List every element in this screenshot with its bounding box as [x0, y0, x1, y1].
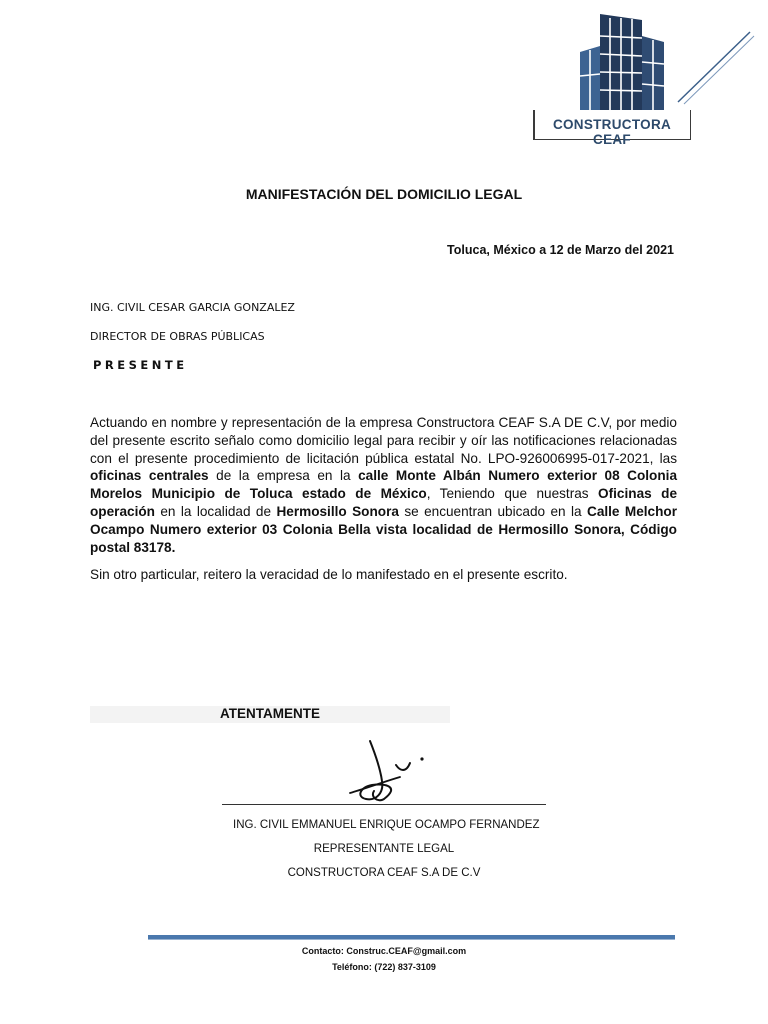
footer-contact: Contacto: Construc.CEAF@gmail.com [301, 946, 467, 956]
logo-company-name: CONSTRUCTORA CEAF [552, 117, 672, 147]
body-bold-text: oficinas centrales [90, 468, 209, 484]
signer-company: CONSTRUCTORA CEAF S.A DE C.V [287, 867, 481, 879]
building-icon [560, 6, 756, 110]
body-bold-text: calle Monte Albán Numero exterior 08 Colonia Morelos Municipio de Toluca estado de México [90, 468, 678, 502]
body-text: , Teniendo que nuestras [426, 486, 599, 502]
document-title: MANIFESTACIÓN DEL DOMICILIO LEGAL [245, 186, 523, 202]
closing-paragraph: Sin otro particular, reitero la veracidad de lo manifestado en el presente escrito. [90, 567, 568, 582]
handwritten-signature [340, 737, 430, 807]
body-bold-text: Calle Melchor Ocampo Numero exterior 03 Colonia Bella vista localidad de Hermosillo Sonora, Código postal 83178. [90, 503, 678, 555]
body-bold-text: Hermosillo Sonora [276, 503, 399, 519]
body-bold-text: Oficinas de operación [90, 486, 678, 519]
footer-phone: Teléfono: (722) 837-3109 [332, 962, 436, 972]
signer-role: REPRESENTANTE LEGAL [313, 843, 455, 855]
body-text: se encuentran ubicado en la [398, 503, 587, 519]
place-date: Toluca, México a 12 de Marzo del 2021 [447, 243, 674, 257]
recipient-title: DIRECTOR DE OBRAS PÚBLICAS [90, 330, 265, 343]
signature-line [222, 804, 546, 805]
body-text: en la localidad de [154, 503, 277, 519]
signer-name: ING. CIVIL EMMANUEL ENRIQUE OCAMPO FERNANDEZ [233, 819, 540, 831]
atentamente-label: ATENTAMENTE [220, 706, 320, 721]
footer-divider [148, 935, 675, 939]
recipient-name: ING. CIVIL CESAR GARCIA GONZALEZ [90, 301, 295, 314]
body-paragraph [90, 414, 677, 556]
presente-salutation: PRESENTE [93, 358, 188, 372]
body-text: Actuando en nombre y representación de la empresa Constructora CEAF S.A DE C.V, por medio del presente escrito señalo como domicilio legal para recibir y oír las notificaciones relacionadas con el presente procedimiento de licitación pública estatal No. LPO-926006995-017-2021, las [90, 415, 677, 466]
body-text: de la empresa en la [208, 468, 359, 484]
